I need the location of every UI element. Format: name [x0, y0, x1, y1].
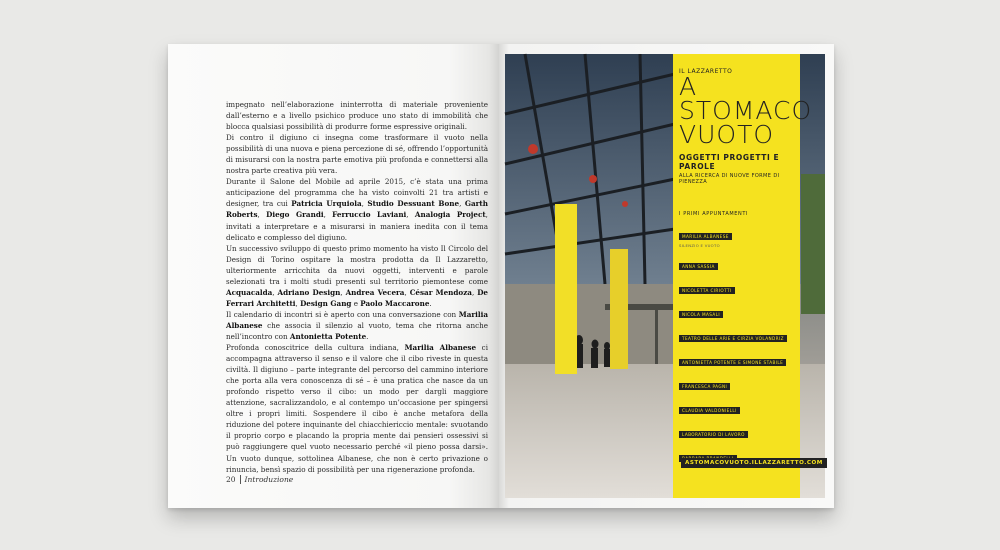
event-name: NICOLA MASALI	[679, 311, 723, 318]
text-run: , invitati a interpretare e a misurarsi in maniera inedita con il tema delicato e complesso del digiuno.	[226, 210, 488, 242]
text-run: Profonda conoscitrice della cultura indiana,	[226, 343, 405, 353]
paragraph	[226, 342, 488, 475]
text-run: Di contro il digiuno ci insegna come trasformare il vuoto nella possibilità di una nuova e piena percezione di sé, offrendo l’opportunità di misurarsi con la nostra parte emotiva più profonda e connettersi alla nostra parte creativa più vera.	[226, 133, 488, 176]
banner-event-item	[679, 397, 791, 416]
page-number: 20	[226, 475, 241, 484]
banner-event-item	[679, 325, 791, 344]
text-run: e	[351, 298, 361, 308]
banner-events-list	[679, 223, 791, 464]
paragraph	[226, 132, 488, 176]
banner-event-item	[679, 301, 791, 320]
paragraph	[226, 176, 488, 242]
bold-name: Patricia Urquiola	[291, 199, 362, 209]
left-page	[168, 44, 499, 508]
folio	[226, 475, 293, 484]
text-run: ,	[361, 199, 368, 209]
bold-name: Garth Roberts	[226, 199, 488, 220]
bold-name: Analogia Project	[414, 210, 486, 220]
bold-name: Paolo Maccarone	[360, 298, 430, 308]
text-run: ,	[257, 210, 267, 220]
banner-url: ASTOMACOVUOTO.ILLAZZARETTO.COM	[681, 458, 827, 468]
text-run: ,	[404, 287, 410, 297]
bold-name: Acquacalda	[226, 287, 273, 297]
text-run: che associa il silenzio al vuoto, tema che ritorna anche nell’incontro con	[226, 320, 488, 341]
banner-title-line2: VUOTO	[679, 120, 775, 149]
banner-list-heading: I PRIMI APPUNTAMENTI	[679, 211, 749, 217]
yellow-banner-far	[610, 249, 628, 369]
bold-name: Marilia Albanese	[226, 309, 488, 330]
text-run: ci accompagna attraverso il senso e il valore che il cibo riveste in questa civiltà. Il digiuno – parte integrante del percorso del cammino interiore che porta alla vera conoscenza di sé – è una pratica che nasce da un profondo rispetto verso il cibo: un modo per dargli maggiore attenzione, sacralizzandolo, e al contempo un’occasione per spingersi oltre i propri limiti. Sospendere il cibo è anche metafora della riduzione del potere inquinante del chiacchiericcio mentale: svuotando il proprio corpo e placando la propria mente dai pensieri ossessivi si può raggiungere quel vuoto necessario perché «il pieno possa darsi». Un vuoto dunque, sottolinea Albanese, che non è certo privazione o rinuncia, bensì spazio di possibilità per una rigenerazione profonda.	[226, 343, 488, 474]
section-name: Introduzione	[244, 475, 294, 484]
bold-name: Studio Dessuant Bone	[367, 199, 460, 209]
event-name: MARILIA ALBANESE	[679, 233, 732, 240]
text-run: ,	[323, 210, 333, 220]
text-run: impegnato nell’elaborazione ininterrotta di materiale proveniente dall’esterno e a livello psichico produce uno stato di immobilità che blocca qualsiasi possibilità di produrre forme espressive originali.	[226, 100, 488, 132]
bold-name: Ferruccio Laviani	[332, 210, 407, 220]
text-run: Durante il Salone del Mobile ad aprile 2015, c’è stata una prima anticipazione del programma che ha visto coinvolti 21 tra artisti e designer, tra cui	[226, 177, 488, 209]
text-run: ,	[272, 287, 278, 297]
bold-name: De Ferrari Architetti	[226, 287, 489, 308]
event-name: CLAUDIA VALDONIELLI	[679, 407, 740, 414]
event-name: NICOLETTA CIRIOTTI	[679, 287, 735, 294]
text-run: ,	[471, 287, 478, 297]
banner-tagline: ALLA RICERCA DI NUOVE FORME DI PIENEZZA	[679, 173, 780, 185]
paragraph	[226, 99, 488, 132]
bold-name: Diego Grandi	[266, 210, 324, 220]
text-run: ,	[295, 298, 301, 308]
bold-name: César Mendoza	[409, 287, 472, 297]
bold-name: Antonietta Potente	[289, 331, 367, 341]
text-run: .	[366, 331, 369, 341]
open-book	[168, 44, 834, 508]
exhibition-photo	[505, 54, 825, 498]
event-name: FRANCESCA PAGNI	[679, 383, 730, 390]
text-run: ,	[406, 210, 415, 220]
event-name: TEATRO DELLE ARIE E CIRZIA VOLANDRIZ	[679, 335, 787, 342]
text-run: ,	[340, 287, 346, 297]
bold-name: Adriano Design	[277, 287, 341, 297]
banner-organizer: IL LAZZARETTO	[679, 68, 733, 75]
paragraph	[226, 243, 488, 309]
back-wall	[505, 284, 675, 364]
event-name: LABORATORIO DI LAVORO	[679, 431, 748, 438]
right-page	[499, 44, 834, 508]
text-run: .	[429, 298, 432, 308]
banner-event-item	[679, 349, 791, 368]
text-run: Il calendario di incontri si è aperto con una conversazione con	[226, 309, 459, 319]
body-text	[226, 99, 488, 475]
banner-event-item	[679, 253, 791, 272]
event-name: ANTONIETTA POTENTE E SIMONE STABILE	[679, 359, 786, 366]
bold-name: Design Gang	[300, 298, 352, 308]
banner-event-item	[679, 223, 791, 248]
plant	[801, 174, 825, 314]
banner-event-item	[679, 277, 791, 296]
yellow-banner	[673, 54, 823, 498]
event-note: SILENZIO E VUOTO	[679, 243, 720, 248]
event-name: ANNA SASSIA	[679, 263, 718, 270]
banner-event-item	[679, 421, 791, 440]
yellow-banner-small	[555, 204, 577, 374]
text-run: ,	[459, 199, 465, 209]
banner-subtitle: OGGETTI PROGETTI E PAROLE	[679, 153, 780, 171]
bold-name: Andrea Vecera	[345, 287, 405, 297]
paragraph	[226, 309, 488, 342]
banner-event-item	[679, 373, 791, 392]
bold-name: Marilia Albanese	[404, 343, 477, 353]
banner-title-line1: A STOMACO	[679, 72, 813, 125]
text-run: Un successivo sviluppo di questo primo momento ha visto Il Circolo del Design di Torino ospitare la mostra prodotta da Il Lazzaretto, ulteriormente arricchita da nuovi oggetti, interventi e parole selezionati tra i molti studi presenti sul territorio piemontese come	[226, 243, 488, 286]
